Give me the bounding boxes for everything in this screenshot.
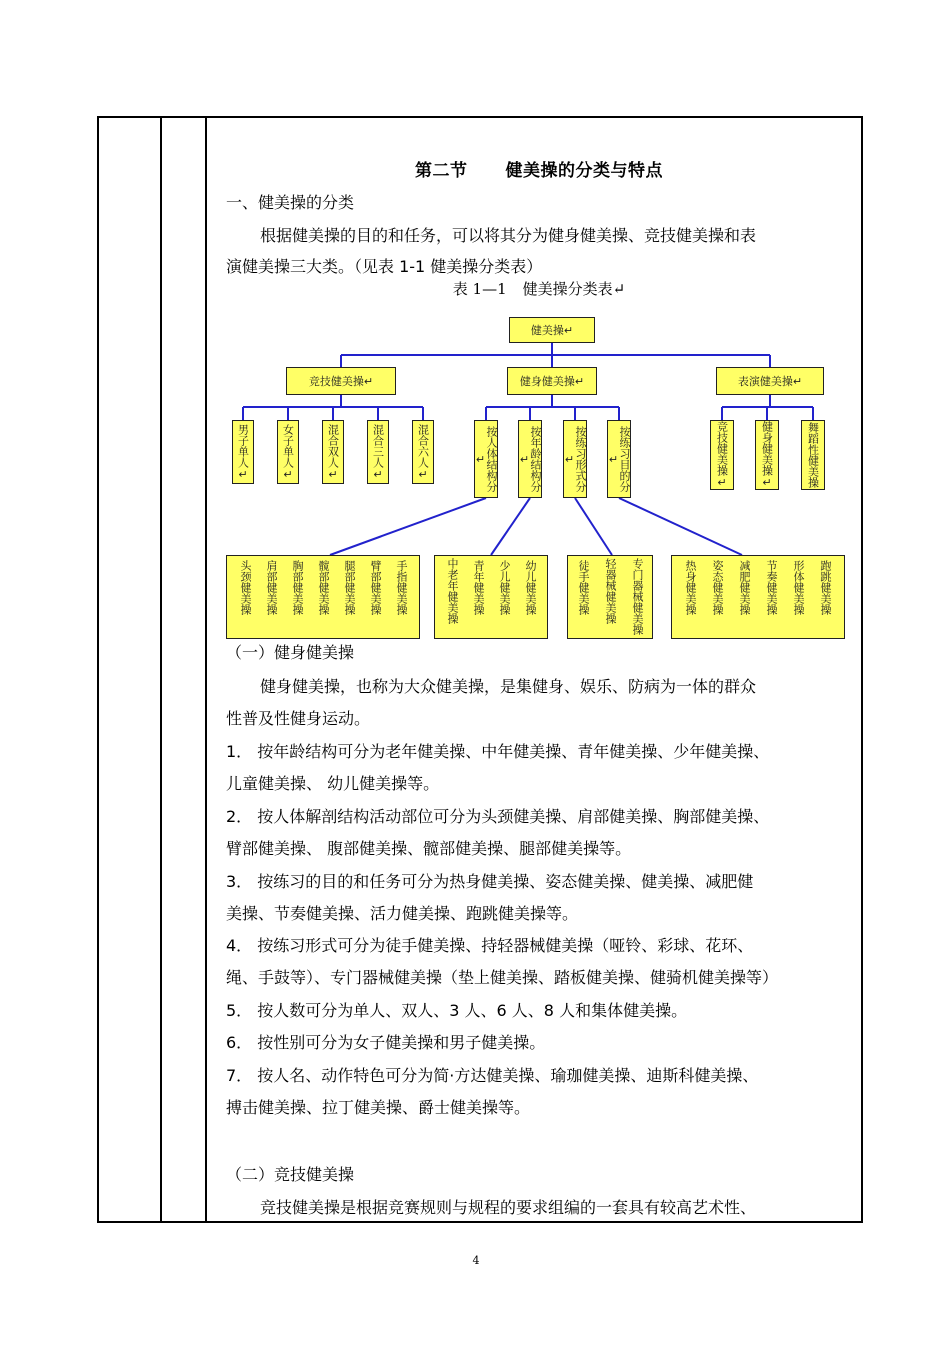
leaf-item: 肩部健美操 — [265, 560, 278, 615]
section-name: 健美操的分类与特点 — [505, 161, 663, 181]
list-item: 4． 按练习形式可分为徒手健美操、持轻器械健美操（哑铃、彩球、花环、 — [226, 936, 754, 955]
section-title — [217, 156, 861, 181]
list-item: 5． 按人数可分为单人、双人、3 人、6 人、8 人和集体健美操。 — [226, 1001, 688, 1020]
leaf-item: 姿态健美操 — [711, 560, 724, 615]
node-women-single: 女子单人↵ — [277, 420, 299, 484]
page-number: 4 — [472, 1254, 480, 1267]
list-item: 2． 按人体解剖结构活动部位可分为头颈健美操、肩部健美操、胸部健美操、 — [226, 807, 770, 826]
leaf-item: 头颈健美操 — [239, 560, 252, 615]
leaf-item: 青年健美操 — [472, 560, 485, 615]
leaf-group-body — [226, 555, 420, 639]
leaf-group-age — [434, 555, 548, 639]
leaf-item: 徒手健美操 — [577, 560, 590, 615]
leaf-item: 中老年健美操 — [446, 558, 459, 624]
node-perf-dance: 舞蹈性健美操 — [801, 420, 825, 490]
list-item: 1． 按年龄结构可分为老年健美操、中年健美操、青年健美操、少年健美操、 — [226, 742, 770, 761]
paragraph-line: 竞技健美操是根据竞赛规则与规程的要求组编的一套具有较高艺术性、 — [260, 1198, 757, 1217]
heading-classification: 一、健美操的分类 — [226, 193, 355, 212]
page-table — [97, 116, 863, 1223]
leaf-item: 幼儿健美操 — [524, 560, 537, 615]
node-by-age: 按年龄结构分↵ — [518, 420, 542, 498]
leaf-item: 臂部健美操 — [369, 560, 382, 615]
node-fitness: 健身健美操↵ — [507, 367, 597, 395]
list-item: 搏击健美操、拉丁健美操、爵士健美操等。 — [226, 1098, 531, 1117]
leaf-group-purpose — [671, 555, 845, 639]
node-root: 健美操↵ — [509, 317, 595, 343]
node-by-form: 按练习形式分↵ — [563, 420, 587, 498]
node-mixed-trio: 混合三人↵ — [367, 420, 389, 484]
column-divider-2 — [205, 118, 207, 1221]
node-performance: 表演健美操↵ — [716, 367, 824, 395]
leaf-item: 跑跳健美操 — [819, 560, 832, 615]
content-cell — [217, 118, 861, 1221]
node-perf-competitive: 竞技健美操↵ — [710, 420, 734, 490]
node-mixed-six: 混合六人↵ — [412, 420, 434, 484]
leaf-item: 腿部健美操 — [343, 560, 356, 615]
node-by-purpose: 按练习目的分↵ — [607, 420, 631, 498]
section-number: 第二节 — [415, 161, 468, 181]
list-item: 6． 按性别可分为女子健美操和男子健美操。 — [226, 1033, 546, 1052]
node-competitive: 竞技健美操↵ — [286, 367, 396, 395]
list-item: 3． 按练习的目的和任务可分为热身健美操、姿态健美操、健美操、减肥健 — [226, 872, 754, 891]
table-caption: 表 1—1 健美操分类表↵ — [452, 280, 626, 298]
node-perf-fitness: 健身健美操↵ — [755, 420, 779, 490]
list-item: 绳、手鼓等）、专门器械健美操（垫上健美操、踏板健美操、健骑机健美操等） — [226, 968, 779, 987]
leaf-item: 轻器械健美操 — [604, 558, 617, 624]
paragraph-line: 性普及性健身运动。 — [226, 709, 371, 728]
heading-competitive: （二）竞技健美操 — [226, 1165, 355, 1184]
node-by-body: 按人体结构分↵ — [474, 420, 498, 498]
classification-chart — [222, 303, 862, 633]
list-item: 美操、节奏健美操、活力健美操、跑跳健美操等。 — [226, 904, 579, 923]
heading-fitness: （一）健身健美操 — [226, 643, 355, 662]
leaf-item: 少儿健美操 — [498, 560, 511, 615]
leaf-item: 髋部健美操 — [317, 560, 330, 615]
node-mixed-pair: 混合双人↵ — [322, 420, 344, 484]
leaf-item: 减肥健美操 — [738, 560, 751, 615]
paragraph-line: 演健美操三大类。（见表 1-1 健美操分类表） — [226, 257, 543, 276]
list-item: 7． 按人名、动作特色可分为简·方达健美操、瑜珈健美操、迪斯科健美操、 — [226, 1066, 759, 1085]
leaf-item: 专门器械健美操 — [631, 558, 644, 635]
list-item: 臂部健美操、 腹部健美操、髋部健美操、腿部健美操等。 — [226, 839, 632, 858]
paragraph-line: 健身健美操，也称为大众健美操，是集健身、娱乐、防病为一体的群众 — [260, 677, 757, 696]
leaf-item: 节奏健美操 — [765, 560, 778, 615]
leaf-item: 手指健美操 — [395, 560, 408, 615]
leaf-group-form — [567, 555, 653, 639]
paragraph-line: 根据健美操的目的和任务，可以将其分为健身健美操、竞技健美操和表 — [260, 226, 757, 245]
column-divider-1 — [160, 118, 162, 1221]
list-item: 儿童健美操、 幼儿健美操等。 — [226, 774, 440, 793]
node-men-single: 男子单人↵ — [232, 420, 254, 484]
leaf-item: 热身健美操 — [684, 560, 697, 615]
leaf-item: 形体健美操 — [792, 560, 805, 615]
leaf-item: 胸部健美操 — [291, 560, 304, 615]
